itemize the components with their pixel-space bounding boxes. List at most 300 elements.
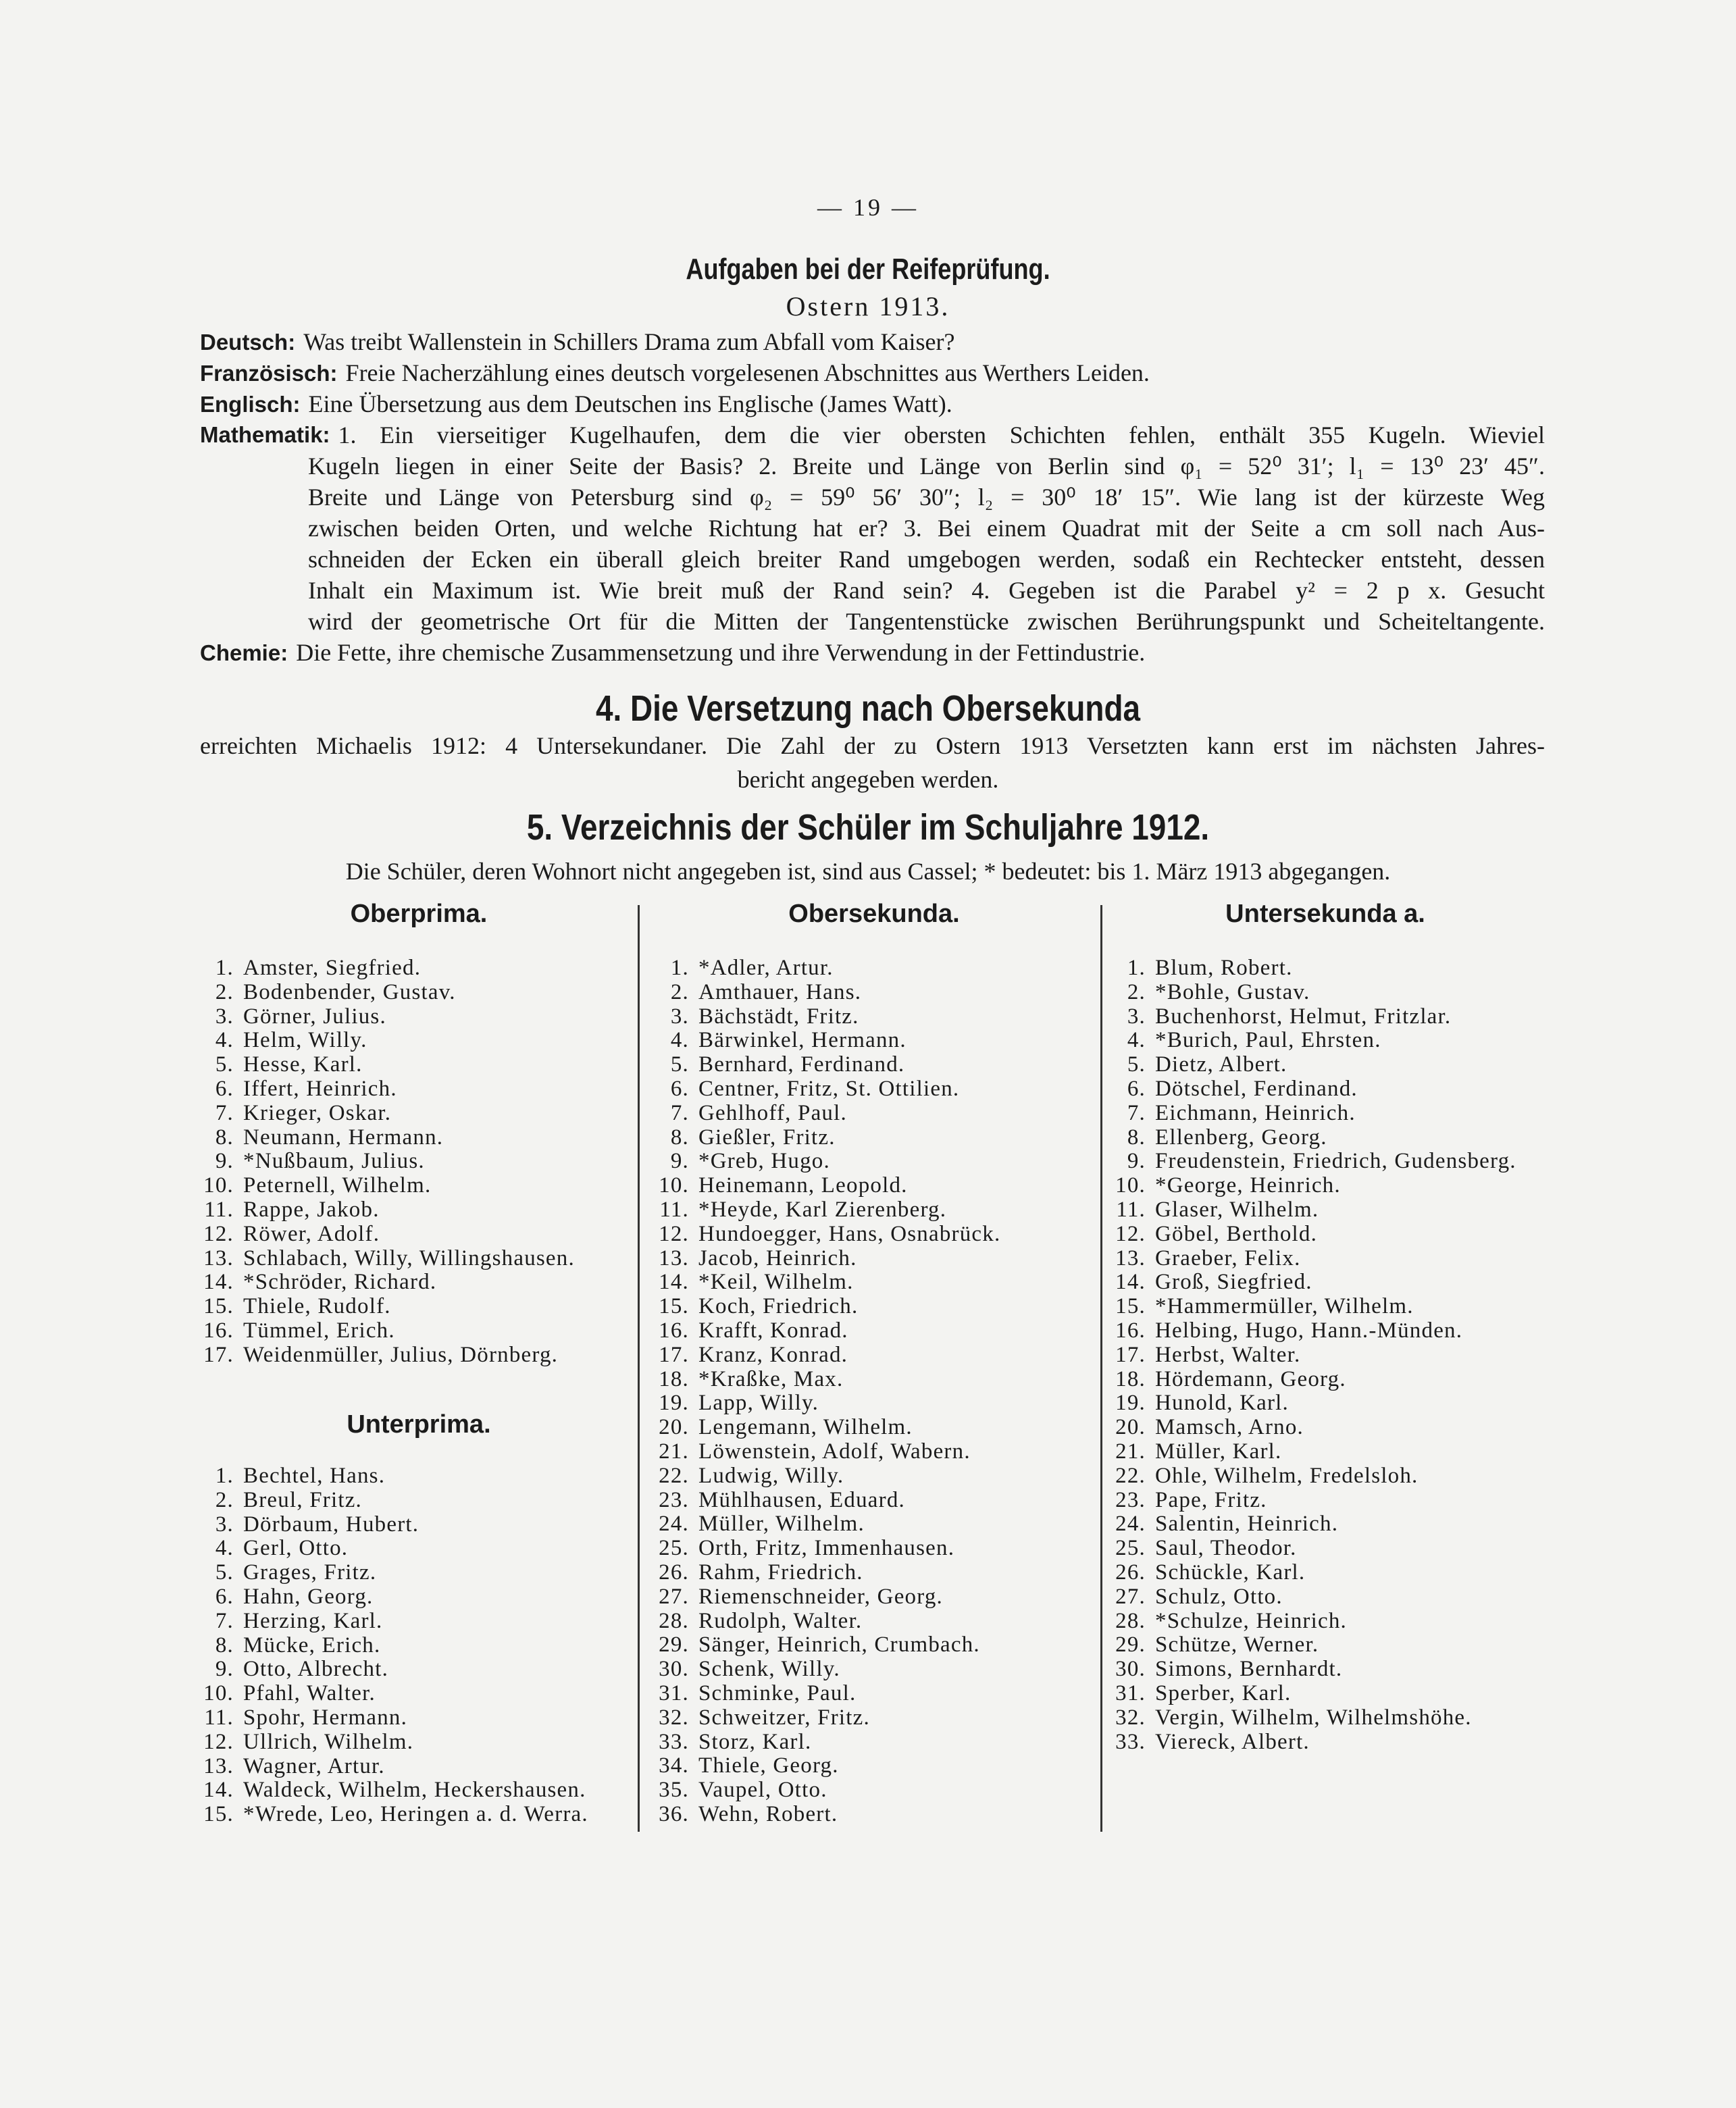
student-row xyxy=(648,1416,1000,1440)
student-row xyxy=(648,1102,1000,1126)
student-number: 28. xyxy=(659,1608,689,1633)
student-name: Grages, Fritz. xyxy=(243,1560,377,1585)
student-number: 20. xyxy=(1115,1415,1146,1440)
student-row xyxy=(193,1706,588,1730)
student-number: 4. xyxy=(215,1028,234,1053)
student-number: 23. xyxy=(659,1487,689,1512)
subject-deutsch xyxy=(200,326,1545,357)
student-name: Buchenhorst, Helmut, Fritzlar. xyxy=(1155,1004,1452,1029)
student-name: Hördemann, Georg. xyxy=(1155,1366,1346,1391)
student-number: 14. xyxy=(1115,1270,1146,1295)
student-row xyxy=(1105,1489,1516,1513)
student-row xyxy=(1105,1198,1516,1223)
column-divider xyxy=(638,905,640,1832)
student-name: Göbel, Berthold. xyxy=(1155,1221,1318,1246)
student-name: *Adler, Artur. xyxy=(698,956,834,980)
student-number: 16. xyxy=(659,1318,689,1343)
student-name: Riemenschneider, Georg. xyxy=(698,1584,943,1609)
student-number: 11. xyxy=(1116,1197,1146,1222)
student-number: 6. xyxy=(215,1584,234,1609)
student-number: 12. xyxy=(659,1221,689,1246)
student-name: *Keil, Wilhelm. xyxy=(698,1270,854,1295)
student-number: 21. xyxy=(1115,1439,1146,1464)
student-number: 2. xyxy=(1127,979,1146,1004)
student-row xyxy=(193,1126,575,1150)
student-number: 7. xyxy=(215,1100,234,1125)
student-number: 7. xyxy=(215,1608,234,1633)
reife-title: Aufgaben bei der Reifeprüfung. xyxy=(686,253,1050,286)
student-number: 29. xyxy=(1115,1633,1146,1657)
student-name: Vaupel, Otto. xyxy=(698,1778,827,1803)
student-number: 15. xyxy=(1115,1294,1146,1319)
student-name: Viereck, Albert. xyxy=(1155,1729,1310,1754)
student-row xyxy=(1105,1537,1516,1561)
student-number: 5. xyxy=(215,1052,234,1077)
student-name: Jacob, Heinrich. xyxy=(698,1245,857,1270)
student-name: Amster, Siegfried. xyxy=(243,956,422,980)
student-row xyxy=(648,981,1000,1005)
student-name: *George, Heinrich. xyxy=(1155,1173,1341,1198)
student-list-obersekunda xyxy=(648,956,1000,1827)
student-row xyxy=(1105,1126,1516,1150)
student-row xyxy=(193,1005,575,1029)
student-name: Freudenstein, Friedrich, Gudensberg. xyxy=(1155,1149,1516,1174)
student-number: 3. xyxy=(1127,1004,1146,1029)
student-number: 10. xyxy=(203,1681,234,1706)
student-row xyxy=(1105,1077,1516,1102)
student-name: Koch, Friedrich. xyxy=(698,1294,859,1319)
student-number: 6. xyxy=(215,1076,234,1101)
student-name: Salentin, Heinrich. xyxy=(1155,1512,1339,1537)
student-number: 1. xyxy=(670,956,689,980)
student-row xyxy=(1105,1270,1516,1295)
student-number: 4. xyxy=(215,1536,234,1561)
student-number: 25. xyxy=(1115,1536,1146,1561)
student-number: 31. xyxy=(1115,1680,1146,1705)
student-number: 33. xyxy=(1115,1729,1146,1754)
student-name: Sänger, Heinrich, Crumbach. xyxy=(698,1633,980,1657)
student-row xyxy=(193,1077,575,1102)
student-row xyxy=(648,1174,1000,1198)
student-row xyxy=(648,1657,1000,1682)
student-number: 3. xyxy=(670,1004,689,1029)
student-name: Rudolph, Walter. xyxy=(698,1608,863,1633)
student-row xyxy=(648,1343,1000,1368)
student-name: Schminke, Paul. xyxy=(698,1680,857,1705)
student-name: *Schulze, Heinrich. xyxy=(1155,1608,1347,1633)
student-row xyxy=(1105,1053,1516,1077)
student-number: 1. xyxy=(1127,956,1146,980)
student-row xyxy=(193,1174,575,1198)
student-number: 5. xyxy=(670,1052,689,1077)
student-name: Mücke, Erich. xyxy=(243,1633,381,1657)
student-number: 17. xyxy=(1115,1342,1146,1367)
student-number: 20. xyxy=(659,1415,689,1440)
student-name: Schückle, Karl. xyxy=(1155,1560,1306,1585)
student-name: Hesse, Karl. xyxy=(243,1052,363,1077)
student-row xyxy=(648,1754,1000,1778)
student-number: 28. xyxy=(1115,1608,1146,1633)
student-row xyxy=(648,1368,1000,1392)
student-number: 13. xyxy=(1115,1245,1146,1270)
versetzung-text: erreichten Michaelis 1912: 4 Untersekundaner. Die Zahl der zu Ostern 1913 Versetzten kann erst im nächsten Jahres- xyxy=(200,732,1545,759)
student-row xyxy=(193,956,575,981)
student-name: Dietz, Albert. xyxy=(1155,1052,1287,1077)
student-row xyxy=(1105,1391,1516,1416)
student-name: Dörbaum, Hubert. xyxy=(243,1512,419,1537)
student-row xyxy=(1105,1295,1516,1319)
column-divider xyxy=(1100,905,1102,1832)
student-name: Blum, Robert. xyxy=(1155,956,1293,980)
student-name: Pfahl, Walter. xyxy=(243,1681,376,1706)
student-name: Schütze, Werner. xyxy=(1155,1633,1319,1657)
student-row xyxy=(193,1223,575,1247)
student-number: 14. xyxy=(203,1778,234,1803)
student-name: Krafft, Konrad. xyxy=(698,1318,848,1343)
student-name: Amthauer, Hans. xyxy=(698,979,862,1004)
verzeichnis-note: Die Schüler, deren Wohnort nicht angegeben ist, sind aus Cassel; * bedeutet: bis 1. März 1913 abgegangen. xyxy=(345,858,1391,885)
student-name: Groß, Siegfried. xyxy=(1155,1270,1312,1295)
student-number: 13. xyxy=(203,1245,234,1270)
student-row xyxy=(648,1610,1000,1634)
student-row xyxy=(193,1610,588,1634)
student-row xyxy=(1105,1416,1516,1440)
student-row xyxy=(1105,1247,1516,1271)
student-name: Bernhard, Ferdinand. xyxy=(698,1052,905,1077)
student-name: Lapp, Willy. xyxy=(698,1391,819,1416)
student-name: Rahm, Friedrich. xyxy=(698,1560,863,1585)
subject-label: Mathematik: xyxy=(200,422,330,447)
subject-text: Die Fette, ihre chemische Zusammensetzung und ihre Verwendung in der Fettindustrie. xyxy=(296,639,1146,666)
student-row xyxy=(648,956,1000,981)
student-name: *Schröder, Richard. xyxy=(243,1270,437,1295)
student-name: Iffert, Heinrich. xyxy=(243,1076,397,1101)
student-row xyxy=(1105,1585,1516,1610)
student-number: 2. xyxy=(215,979,234,1004)
student-number: 14. xyxy=(659,1270,689,1295)
student-name: Hunold, Karl. xyxy=(1155,1391,1289,1416)
student-name: Gerl, Otto. xyxy=(243,1536,349,1561)
student-name: Ohle, Wilhelm, Fredelsloh. xyxy=(1155,1463,1419,1488)
student-name: *Greb, Hugo. xyxy=(698,1149,830,1174)
student-number: 12. xyxy=(203,1729,234,1754)
student-name: Vergin, Wilhelm, Wilhelmshöhe. xyxy=(1155,1705,1472,1730)
student-name: *Hammermüller, Wilhelm. xyxy=(1155,1294,1414,1319)
student-number: 10. xyxy=(659,1173,689,1198)
versetzung-text-end: bericht angegeben werden. xyxy=(737,766,999,793)
student-row xyxy=(648,1319,1000,1343)
student-name: *Kraßke, Max. xyxy=(698,1366,844,1391)
page-number: — 19 — xyxy=(817,194,919,221)
student-row xyxy=(193,1682,588,1706)
student-row xyxy=(648,1077,1000,1102)
student-name: Mühlhausen, Eduard. xyxy=(698,1487,905,1512)
student-row xyxy=(193,1537,588,1561)
student-name: Glaser, Wilhelm. xyxy=(1155,1197,1319,1222)
math-line: Inhalt ein Maximum ist. Wie breit muß der Rand sein? 4. Gegeben ist die Parabel y² = 2 p x. Gesucht xyxy=(308,577,1545,604)
student-name: Eichmann, Heinrich. xyxy=(1155,1100,1356,1125)
student-row xyxy=(1105,981,1516,1005)
subject-label: Chemie: xyxy=(200,640,288,665)
student-number: 1. xyxy=(215,1464,234,1488)
student-number: 11. xyxy=(204,1705,234,1730)
math-line: Kugeln liegen in einer Seite der Basis? 2. Breite und Länge von Berlin sind φ₁ = 52⁰ 31′; l₁ = 13⁰ 23′ 45″. xyxy=(308,453,1545,480)
student-number: 32. xyxy=(1115,1705,1146,1730)
student-row xyxy=(1105,1633,1516,1657)
student-number: 34. xyxy=(659,1753,689,1778)
student-number: 15. xyxy=(203,1802,234,1827)
student-number: 36. xyxy=(659,1801,689,1826)
student-number: 26. xyxy=(1115,1560,1146,1585)
student-row xyxy=(648,1270,1000,1295)
student-number: 25. xyxy=(659,1536,689,1561)
student-name: Bodenbender, Gustav. xyxy=(243,979,456,1004)
student-number: 10. xyxy=(1115,1173,1146,1198)
student-row xyxy=(1105,1730,1516,1755)
student-number: 16. xyxy=(1115,1318,1146,1343)
student-row xyxy=(648,1198,1000,1223)
student-row xyxy=(1105,1102,1516,1126)
student-number: 9. xyxy=(215,1657,234,1682)
math-line: 1. Ein vierseitiger Kugelhaufen, dem die vier obersten Schichten fehlen, enthält 355 Kugeln. Wieviel xyxy=(338,421,1545,448)
student-name: Gehlhoff, Paul. xyxy=(698,1100,847,1125)
student-name: Helbing, Hugo, Hann.-Münden. xyxy=(1155,1318,1463,1343)
student-row xyxy=(1105,1610,1516,1634)
student-row xyxy=(193,1755,588,1779)
student-name: Herzing, Karl. xyxy=(243,1608,383,1633)
student-number: 9. xyxy=(1127,1149,1146,1174)
student-row xyxy=(193,1150,575,1174)
student-number: 27. xyxy=(659,1584,689,1609)
student-number: 4. xyxy=(670,1028,689,1053)
student-number: 13. xyxy=(659,1245,689,1270)
math-line: schneiden der Ecken ein überall gleich breiter Rand umgebogen werden, sodaß ein Rechtecker entsteht, dessen xyxy=(308,546,1545,573)
student-row xyxy=(648,1295,1000,1319)
student-name: *Bohle, Gustav. xyxy=(1155,979,1310,1004)
student-number: 7. xyxy=(1127,1100,1146,1125)
student-name: Bechtel, Hans. xyxy=(243,1464,386,1488)
student-name: Thiele, Rudolf. xyxy=(243,1294,391,1319)
student-number: 19. xyxy=(659,1391,689,1416)
student-row xyxy=(193,1489,588,1513)
student-row xyxy=(1105,1029,1516,1053)
student-row xyxy=(1105,1440,1516,1464)
student-name: Schenk, Willy. xyxy=(698,1657,840,1682)
student-number: 31. xyxy=(659,1680,689,1705)
student-name: Wagner, Artur. xyxy=(243,1753,385,1778)
student-row xyxy=(1105,1682,1516,1706)
student-row xyxy=(1105,1343,1516,1368)
student-name: Helm, Willy. xyxy=(243,1028,367,1053)
student-number: 8. xyxy=(215,1633,234,1657)
math-line: wird der geometrische Ort für die Mitten der Tangentenstücke zwischen Berührungspunkt und Scheiteltangente. xyxy=(308,608,1545,635)
student-number: 13. xyxy=(203,1753,234,1778)
verzeichnis-title: 5. Verzeichnis der Schüler im Schuljahre 1912. xyxy=(526,807,1210,848)
student-row xyxy=(648,1730,1000,1755)
student-number: 5. xyxy=(1127,1052,1146,1077)
student-number: 2. xyxy=(670,979,689,1004)
student-row xyxy=(648,1489,1000,1513)
student-number: 6. xyxy=(1127,1076,1146,1101)
student-row xyxy=(1105,1657,1516,1682)
student-name: Ellenberg, Georg. xyxy=(1155,1125,1327,1150)
student-number: 27. xyxy=(1115,1584,1146,1609)
student-row xyxy=(193,1343,575,1368)
student-number: 7. xyxy=(670,1100,689,1125)
student-row xyxy=(193,1561,588,1585)
student-name: Krieger, Oskar. xyxy=(243,1100,392,1125)
math-line: Breite und Länge von Petersburg sind φ₂ = 59⁰ 56′ 30″; l₂ = 30⁰ 18′ 15″. Wie lang ist der kürzeste Weg xyxy=(308,484,1545,511)
student-row xyxy=(648,1126,1000,1150)
student-number: 8. xyxy=(670,1125,689,1150)
subject-label: Französisch: xyxy=(200,361,338,386)
student-row xyxy=(193,1585,588,1610)
student-name: *Heyde, Karl Zierenberg. xyxy=(698,1197,947,1222)
student-number: 2. xyxy=(215,1487,234,1512)
student-row xyxy=(1105,1512,1516,1537)
student-row xyxy=(648,1150,1000,1174)
student-number: 30. xyxy=(659,1657,689,1682)
student-number: 19. xyxy=(1115,1391,1146,1416)
student-name: Simons, Bernhardt. xyxy=(1155,1657,1343,1682)
student-row xyxy=(193,1778,588,1803)
student-row xyxy=(648,1053,1000,1077)
student-name: Heinemann, Leopold. xyxy=(698,1173,908,1198)
class-heading-unterprima: Unterprima. xyxy=(347,1410,491,1439)
student-number: 16. xyxy=(203,1318,234,1343)
student-row xyxy=(648,1778,1000,1803)
student-name: Spohr, Hermann. xyxy=(243,1705,408,1730)
student-row xyxy=(648,1585,1000,1610)
student-name: Breul, Fritz. xyxy=(243,1487,362,1512)
student-row xyxy=(648,1391,1000,1416)
student-name: Schlabach, Willy, Willingshausen. xyxy=(243,1245,575,1270)
student-row xyxy=(648,1029,1000,1053)
class-heading-obersekunda: Obersekunda. xyxy=(788,900,960,928)
student-number: 21. xyxy=(659,1439,689,1464)
student-number: 8. xyxy=(215,1125,234,1150)
student-number: 6. xyxy=(670,1076,689,1101)
student-name: Mamsch, Arno. xyxy=(1155,1415,1304,1440)
student-name: Hahn, Georg. xyxy=(243,1584,374,1609)
student-name: Görner, Julius. xyxy=(243,1004,386,1029)
student-row xyxy=(1105,1368,1516,1392)
student-name: *Wrede, Leo, Heringen a. d. Werra. xyxy=(243,1802,588,1827)
student-number: 15. xyxy=(659,1294,689,1319)
student-name: Weidenmüller, Julius, Dörnberg. xyxy=(243,1342,559,1367)
student-row xyxy=(1105,1223,1516,1247)
student-number: 17. xyxy=(659,1342,689,1367)
student-name: *Nußbaum, Julius. xyxy=(243,1149,425,1174)
student-row xyxy=(193,1053,575,1077)
student-name: Schulz, Otto. xyxy=(1155,1584,1283,1609)
student-name: Löwenstein, Adolf, Wabern. xyxy=(698,1439,971,1464)
student-row xyxy=(648,1633,1000,1657)
student-row xyxy=(1105,956,1516,981)
student-name: Otto, Albrecht. xyxy=(243,1657,389,1682)
student-name: Bächstädt, Fritz. xyxy=(698,1004,859,1029)
student-row xyxy=(193,1513,588,1537)
student-number: 17. xyxy=(203,1342,234,1367)
student-row xyxy=(193,1029,575,1053)
student-row xyxy=(193,1803,588,1827)
student-name: Hundoegger, Hans, Osnabrück. xyxy=(698,1221,1001,1246)
student-name: Gießler, Fritz. xyxy=(698,1125,836,1150)
student-number: 5. xyxy=(215,1560,234,1585)
subject-text: Freie Nacherzählung eines deutsch vorgelesenen Abschnittes aus Werthers Leiden. xyxy=(345,359,1150,386)
student-name: Lengemann, Wilhelm. xyxy=(698,1415,913,1440)
student-number: 33. xyxy=(659,1729,689,1754)
student-number: 35. xyxy=(659,1778,689,1803)
student-list-untersekunda-a xyxy=(1105,956,1516,1754)
student-number: 12. xyxy=(203,1221,234,1246)
student-number: 22. xyxy=(659,1463,689,1488)
student-name: Storz, Karl. xyxy=(698,1729,812,1754)
subject-chemie xyxy=(200,637,1545,668)
student-number: 3. xyxy=(215,1512,234,1537)
student-row xyxy=(648,1005,1000,1029)
student-name: Müller, Karl. xyxy=(1155,1439,1282,1464)
math-line: zwischen beiden Orten, und welche Richtung hat er? 3. Bei einem Quadrat mit der Seite a cm soll nach Aus- xyxy=(308,515,1545,542)
reife-subtitle: Ostern 1913. xyxy=(786,291,950,322)
student-name: Kranz, Konrad. xyxy=(698,1342,848,1367)
student-name: Ludwig, Willy. xyxy=(698,1463,844,1488)
student-row xyxy=(648,1223,1000,1247)
student-number: 11. xyxy=(659,1197,689,1222)
student-name: Bärwinkel, Hermann. xyxy=(698,1028,907,1053)
student-row xyxy=(1105,1005,1516,1029)
student-name: Wehn, Robert. xyxy=(698,1801,838,1826)
student-row xyxy=(1105,1464,1516,1489)
student-row xyxy=(193,1634,588,1658)
student-name: Graeber, Felix. xyxy=(1155,1245,1301,1270)
student-name: Herbst, Walter. xyxy=(1155,1342,1301,1367)
subject-mathematik xyxy=(200,419,1545,451)
student-name: Tümmel, Erich. xyxy=(243,1318,395,1343)
student-name: Rappe, Jakob. xyxy=(243,1197,380,1222)
student-row xyxy=(1105,1706,1516,1730)
subject-label: Englisch: xyxy=(200,392,301,417)
student-row xyxy=(648,1537,1000,1561)
student-number: 24. xyxy=(659,1512,689,1537)
student-number: 18. xyxy=(1115,1366,1146,1391)
subject-text: Eine Übersetzung aus dem Deutschen ins Englische (James Watt). xyxy=(308,390,952,417)
student-row xyxy=(1105,1319,1516,1343)
student-row xyxy=(193,1102,575,1126)
student-row xyxy=(193,981,575,1005)
student-number: 22. xyxy=(1115,1463,1146,1488)
student-number: 23. xyxy=(1115,1487,1146,1512)
student-number: 29. xyxy=(659,1633,689,1657)
subject-franzoesisch xyxy=(200,357,1545,388)
versetzung-title: 4. Die Versetzung nach Obersekunda xyxy=(595,688,1141,729)
student-list-unterprima xyxy=(193,1464,588,1827)
student-name: Peternell, Wilhelm. xyxy=(243,1173,432,1198)
student-row xyxy=(648,1803,1000,1827)
student-name: Centner, Fritz, St. Ottilien. xyxy=(698,1076,960,1101)
student-row xyxy=(193,1270,575,1295)
student-number: 1. xyxy=(215,956,234,980)
student-row xyxy=(193,1657,588,1682)
student-name: Schweitzer, Fritz. xyxy=(698,1705,870,1730)
student-row xyxy=(1105,1150,1516,1174)
student-number: 9. xyxy=(215,1149,234,1174)
class-heading-oberprima: Oberprima. xyxy=(350,900,488,928)
student-name: Dötschel, Ferdinand. xyxy=(1155,1076,1358,1101)
student-row xyxy=(1105,1561,1516,1585)
subject-englisch xyxy=(200,388,1545,419)
student-number: 24. xyxy=(1115,1512,1146,1537)
